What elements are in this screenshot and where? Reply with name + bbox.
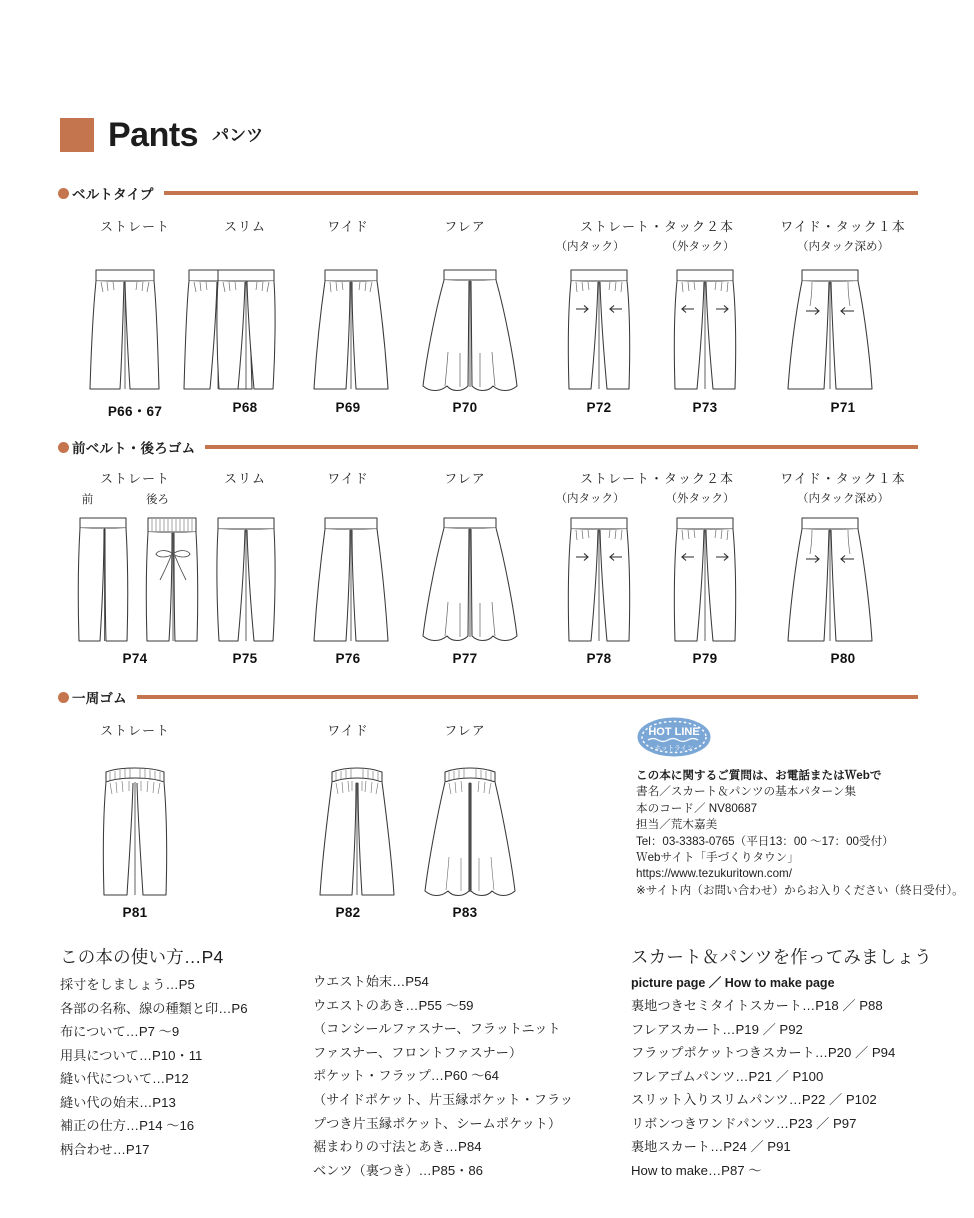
figure-elastic-flare-pants-p83: [424, 762, 516, 902]
toc-middle-item: ファスナー、フロントファスナー）: [313, 1044, 523, 1060]
page-number-p72: P72: [586, 400, 612, 415]
toc-middle-item[interactable]: ベンツ（裏つき）…P85・86: [313, 1162, 484, 1178]
figure-elastic-straight-pants-p81: [96, 762, 174, 902]
figure-elastic-wide-pants-p82: [318, 762, 396, 902]
page-number-p82: P82: [335, 905, 361, 920]
toc-middle-item[interactable]: 裾まわりの寸法とあき…P84: [313, 1139, 482, 1155]
toc-right: [631, 944, 932, 1182]
page-number-p69: P69: [335, 400, 361, 415]
toc-left-item[interactable]: 各部の名称、線の種類と印…P6: [60, 1000, 248, 1016]
toc-right-item[interactable]: リボンつきワンドパンツ…P23 ／ P97: [631, 1115, 857, 1131]
hotline-block: [636, 716, 964, 899]
section-header-belt-type: [58, 183, 918, 203]
toc-middle-item[interactable]: ポケット・フラップ…P60 ～64: [313, 1068, 499, 1084]
hotline-line-4: Tel：03-3383-0765（平日13：00 ～17：00受付）: [636, 834, 894, 848]
sub-label-back: 後ろ: [146, 494, 169, 506]
sub-label-inner-tuck-1: （内タック）: [555, 241, 625, 253]
figure-slim-pants-p75: [211, 508, 281, 648]
page-number-p74: P74: [122, 651, 148, 666]
toc-right-item[interactable]: 裏地スカート…P24 ／ P91: [631, 1139, 791, 1154]
toc-left-heading: この本の使い方…P4: [60, 947, 224, 967]
toc-right-subheading: picture page ／ How to make page: [631, 976, 835, 990]
toc-left-item[interactable]: 布について…P7 ～9: [60, 1024, 180, 1039]
figure-wide-tuck-pants-p71: [786, 256, 874, 396]
figure-wide-pants-p76: [313, 508, 389, 648]
toc-left-item[interactable]: 補正の仕方…P14 ～16: [60, 1118, 195, 1133]
toc-middle: [313, 970, 573, 1182]
page-number-p68: P68: [232, 400, 258, 415]
toc-middle-item[interactable]: ウエスト始末…P54: [313, 974, 429, 989]
title-english: Pants: [108, 116, 199, 154]
sub-label-outer-tuck-1: （外タック）: [665, 241, 735, 253]
column-label-wide-tuck-2: ワイド・タック１本: [780, 471, 906, 486]
bullet-dot-icon: [58, 188, 69, 199]
column-label-slim-1: スリム: [223, 219, 266, 234]
figure-straight-tuck-pants-p79: [669, 508, 741, 648]
toc-middle-item: プつき片玉縁ポケット、シームポケット）: [313, 1115, 562, 1131]
page-number-p77: P77: [452, 651, 478, 666]
hotline-line-5: Ｗebサイト「手づくりタウン」: [636, 851, 799, 865]
column-label-straight-3: ストレート: [99, 723, 170, 738]
column-label-wide-1: ワイド: [327, 219, 369, 234]
page-number-p75: P75: [232, 651, 258, 666]
page-number-p83: P83: [452, 905, 478, 920]
sub-label-outer-tuck-2: （外タック）: [665, 493, 735, 505]
section-header-all-around-elastic: [58, 687, 918, 707]
hotline-badge: [636, 716, 712, 758]
hotline-line-7: ※サイト内（お問い合わせ）からお入りください（終日受付）。: [636, 883, 964, 897]
column-label-wide-2: ワイド: [327, 471, 369, 486]
bullet-dot-icon: [58, 442, 69, 453]
figure-straight-tuck-pants-p73: [669, 256, 741, 396]
toc-right-item[interactable]: How to make…P87 ～: [631, 1162, 762, 1178]
column-label-flare-1: フレア: [444, 219, 486, 234]
group-label-straight-tuck-2: ストレート・タック２本: [557, 468, 757, 487]
figure-straight-tuck-pants-p72: [563, 256, 635, 396]
toc-right-item[interactable]: フレアスカート…P19 ／ P92: [631, 1021, 803, 1037]
page-number-p81: P81: [122, 905, 148, 920]
toc-right-item[interactable]: 裏地つきセミタイトスカート…P18 ／ P88: [631, 998, 883, 1013]
page-number-p73: P73: [692, 400, 718, 415]
toc-right-heading: スカート＆パンツを作ってみましょう: [631, 947, 932, 967]
section-label: ベルトタイプ: [72, 187, 154, 202]
toc-left-item[interactable]: 用具について…P10・11: [60, 1047, 203, 1063]
page-number-p78: P78: [586, 651, 612, 666]
page-number-p79: P79: [692, 651, 718, 666]
sub-label-inner-tuck-2: （内タック）: [555, 493, 625, 505]
page-number-p76: P76: [335, 651, 361, 666]
column-label-straight-1: ストレート: [99, 219, 170, 234]
bullet-dot-icon: [58, 692, 69, 703]
hotline-line-0: この本に関するご質問は、お電話またはＷebで: [636, 769, 882, 782]
hotline-line-3: 担当／荒木嘉美: [636, 818, 718, 832]
column-label-straight-2: ストレート: [99, 471, 170, 486]
toc-right-item[interactable]: フレアゴムパンツ…P21 ／ P100: [631, 1068, 824, 1084]
toc-left-item[interactable]: 縫い代の始末…P13: [60, 1094, 176, 1110]
hotline-badge-sub: ホットライン: [654, 745, 694, 752]
figure-slim-pants-p68: [211, 256, 281, 396]
figure-straight-tuck-pants-p78: [563, 508, 635, 648]
toc-right-item[interactable]: スリット入りスリムパンツ…P22 ／ P102: [631, 1092, 877, 1107]
toc-left-item[interactable]: 採寸をしましょう…P5: [60, 977, 195, 992]
toc-left-item[interactable]: 縫い代について…P12: [60, 1071, 189, 1086]
section-rule: [205, 445, 918, 449]
sub-label-deep-inner-tuck-2: （内タック深め）: [797, 493, 889, 505]
page-number-p70: P70: [452, 400, 478, 415]
column-label-wide-tuck-1: ワイド・タック１本: [780, 219, 906, 234]
column-label-flare-3: フレア: [444, 723, 486, 738]
page-number-p71: P71: [830, 400, 856, 415]
title-japanese: パンツ: [212, 125, 264, 145]
figure-straight-pants-p74: [74, 508, 204, 648]
page-number-p80: P80: [830, 651, 856, 666]
column-label-slim-2: スリム: [223, 471, 266, 486]
sub-label-deep-inner-tuck-1: （内タック深め）: [797, 241, 889, 253]
toc-left-item[interactable]: 柄合わせ…P17: [60, 1141, 150, 1157]
page-title: [60, 118, 263, 152]
figure-flare-pants-p70: [422, 256, 518, 396]
hotline-url[interactable]: https://www.tezukuritown.com/: [636, 867, 792, 881]
figure-flare-pants-p77: [422, 508, 518, 648]
hotline-text: [636, 768, 964, 899]
hotline-line-1: 書名／スカート＆パンツの基本パターン集: [636, 785, 857, 799]
figure-wide-pants-p69: [313, 256, 389, 396]
toc-middle-item: （コンシールファスナー、フラットニット: [313, 1021, 561, 1037]
figure-wide-tuck-pants-p80: [786, 508, 874, 648]
title-accent-square: [60, 118, 94, 152]
section-rule: [164, 191, 918, 195]
hotline-badge-main: HOT LINE: [648, 726, 700, 738]
toc-right-item[interactable]: フラップポケットつきスカート…P20 ／ P94: [631, 1045, 896, 1060]
toc-left: [60, 944, 248, 1161]
toc-middle-item: （サイドポケット、片玉縁ポケット・フラッ: [313, 1091, 574, 1107]
section-rule: [137, 695, 918, 699]
page-number-p66-67: P66・67: [107, 404, 163, 419]
section-header-front-belt-back-elastic: [58, 437, 918, 457]
hotline-line-2: 本のコード／ NV80687: [636, 801, 758, 815]
column-label-flare-2: フレア: [444, 471, 486, 486]
column-label-wide-3: ワイド: [327, 723, 369, 738]
sub-label-front: 前: [81, 494, 94, 506]
group-label-straight-tuck-1: ストレート・タック２本: [557, 216, 757, 235]
section-label: 一周ゴム: [72, 691, 127, 706]
toc-middle-item[interactable]: ウエストのあき…P55 ～59: [313, 997, 474, 1013]
section-label: 前ベルト・後ろゴム: [72, 441, 196, 456]
